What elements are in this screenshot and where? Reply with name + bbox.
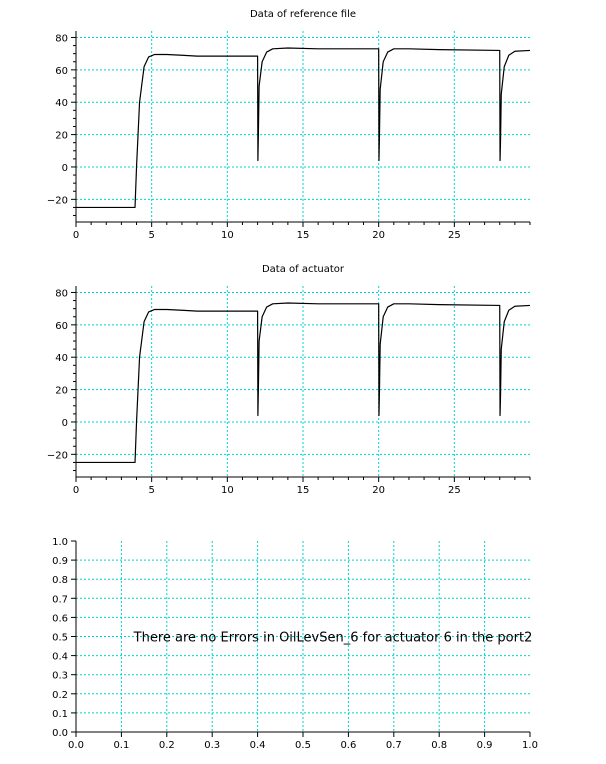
chart3-y-tick-label: 1.0 — [52, 537, 68, 548]
chart3-y-tick-label: 0.9 — [52, 556, 68, 568]
chart2-x-tick-label: 10 — [220, 485, 234, 496]
chart3-x-tick-label: 0.4 — [249, 740, 266, 751]
chart2-x-tick-label: 20 — [372, 485, 386, 496]
chart3-annotation: There are no Errors in OilLevSen_6 for actuator 6 in the port2 — [133, 630, 533, 646]
plot-reference-file — [47, 9, 530, 241]
plot-error-message — [52, 537, 538, 751]
chart1-y-tick-label: 60 — [55, 65, 68, 77]
chart3-y-tick-label: 0.2 — [52, 689, 68, 701]
chart3-x-tick-label: 0.2 — [158, 740, 175, 751]
chart2-x-tick-label: 25 — [447, 485, 461, 496]
chart3-x-tick-label: 0.9 — [476, 740, 493, 751]
chart3-x-tick-label: 0.0 — [68, 740, 84, 751]
chart1-x-tick-label: 25 — [447, 230, 461, 241]
chart3-y-tick-label: 0.3 — [52, 670, 68, 682]
chart2-y-tick-label: 40 — [55, 353, 68, 365]
chart1-x-tick-label: 5 — [148, 230, 155, 241]
chart1-y-tick-label: −20 — [46, 195, 68, 207]
chart3-y-tick-label: 0.6 — [52, 613, 68, 625]
chart2-x-tick-label: 5 — [148, 485, 155, 496]
chart2-y-tick-label: 20 — [55, 385, 68, 397]
chart1-y-tick-label: 20 — [55, 130, 68, 142]
chart3-y-tick-label: 0.7 — [52, 594, 68, 606]
chart3-x-tick-label: 0.8 — [431, 740, 448, 751]
chart1-title: Data of reference file — [249, 9, 357, 20]
chart1-x-tick-label: 0 — [72, 230, 80, 241]
chart1-x-tick-label: 20 — [372, 230, 386, 241]
chart2-y-tick-label: 60 — [55, 320, 68, 332]
chart3-y-tick-label: 0.4 — [52, 651, 68, 663]
chart3-x-tick-label: 0.6 — [340, 740, 357, 751]
chart1-y-tick-label: 80 — [55, 33, 68, 45]
chart3-y-tick-label: 0.0 — [52, 728, 68, 739]
chart2-y-tick-label: −20 — [46, 450, 68, 462]
chart2-x-tick-label: 15 — [296, 485, 310, 496]
chart3-x-tick-label: 0.7 — [385, 740, 402, 751]
chart3-y-tick-label: 0.8 — [52, 575, 68, 587]
plot-actuator — [47, 264, 530, 496]
chart2-y-tick-label: 0 — [61, 417, 68, 429]
chart2-y-tick-label: 80 — [55, 288, 68, 300]
chart2-title: Data of actuator — [261, 264, 345, 275]
chart1-x-tick-label: 10 — [220, 230, 234, 241]
chart3-y-tick-label: 0.1 — [52, 708, 68, 720]
chart1-y-tick-label: 40 — [55, 98, 68, 110]
chart1-y-tick-label: 0 — [61, 162, 68, 174]
chart3-x-tick-label: 0.5 — [295, 740, 311, 751]
chart1-x-tick-label: 15 — [296, 230, 310, 241]
chart3-x-tick-label: 0.3 — [204, 740, 221, 751]
chart3-x-tick-label: 1.0 — [522, 740, 538, 751]
chart3-y-tick-label: 0.5 — [52, 632, 68, 644]
chart2-x-tick-label: 0 — [72, 485, 80, 496]
chart3-x-tick-label: 0.1 — [113, 740, 130, 751]
